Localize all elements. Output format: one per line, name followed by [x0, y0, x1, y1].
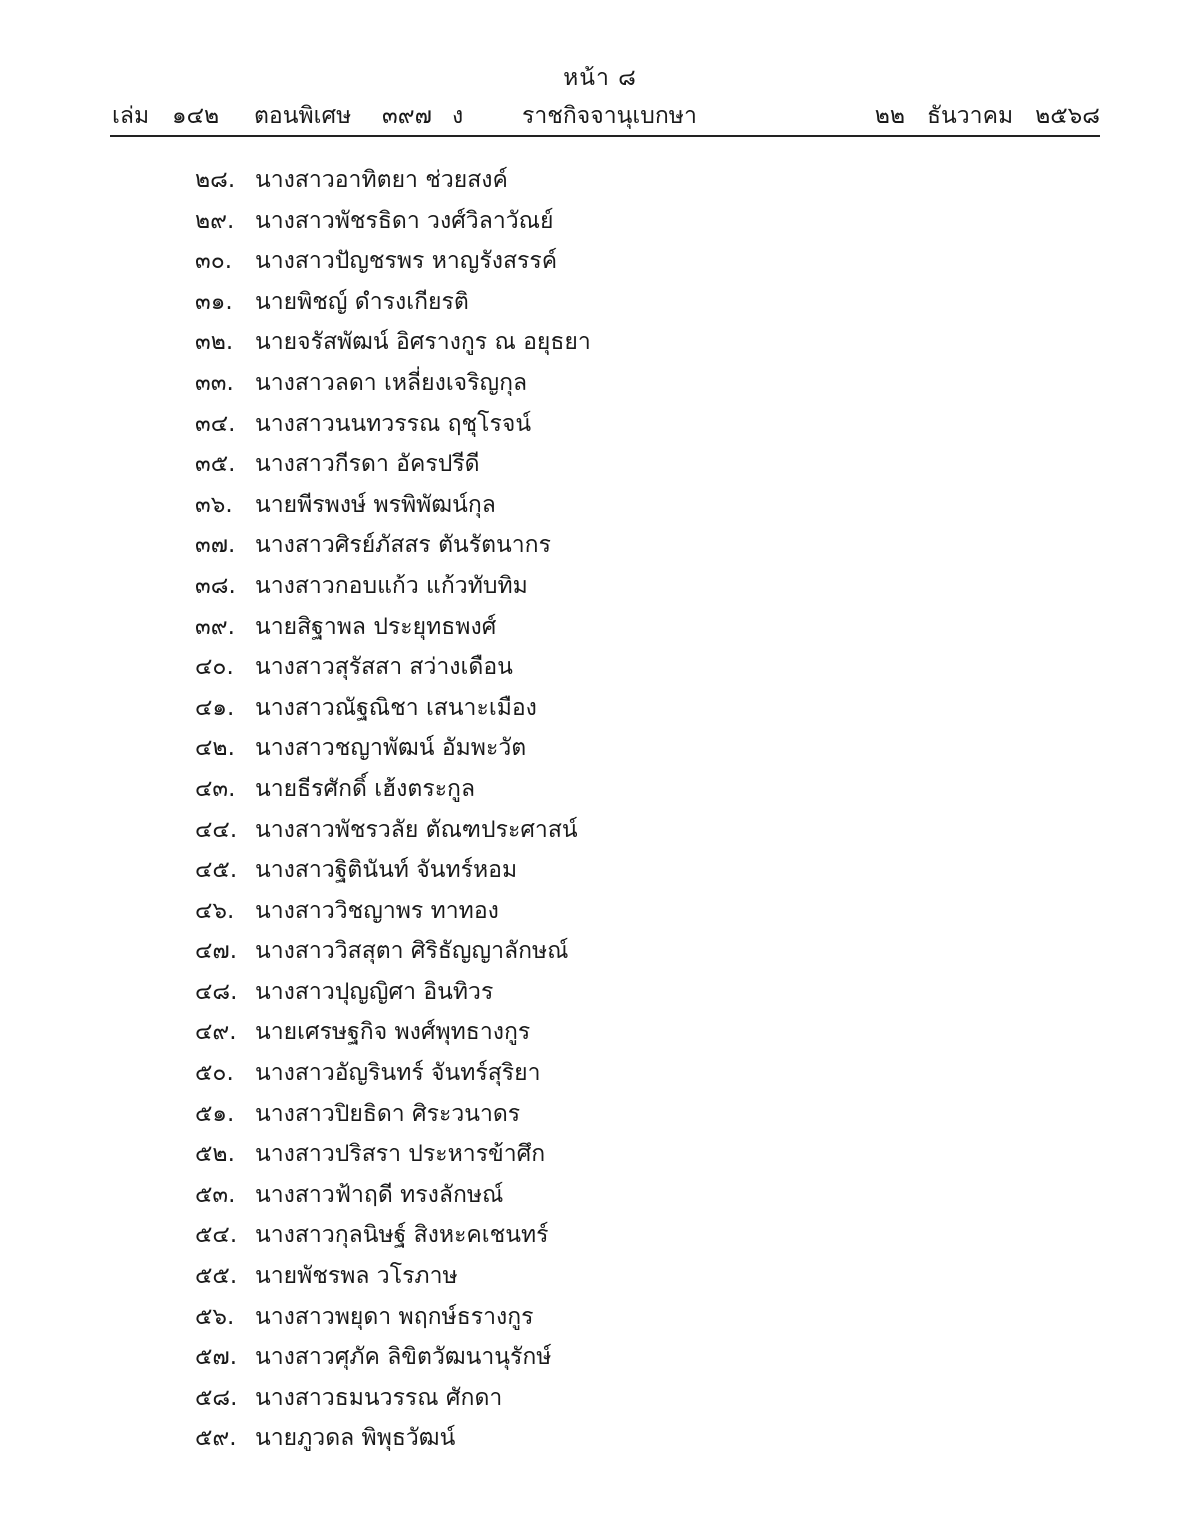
list-item [195, 1136, 591, 1177]
date-day: ๒๒ [874, 103, 906, 129]
entry-name: นางสาวฐิตินันท์ จันทร์หอม [255, 857, 518, 884]
list-item [195, 690, 591, 731]
entry-number: ๓๔. [195, 410, 236, 437]
list-item [195, 1339, 591, 1380]
list-item [195, 649, 591, 690]
entry-name: นางสาวปิยธิดา ศิระวนาดร [255, 1100, 521, 1127]
page-number: หน้า ๘ [563, 65, 637, 91]
date-year: ๒๕๖๘ [1035, 103, 1100, 129]
publication-date [875, 98, 1100, 134]
list-item [195, 974, 591, 1015]
entry-number: ๕๓. [195, 1181, 236, 1208]
entry-number: ๕๔. [195, 1222, 238, 1249]
entry-name: นางสาวณัฐณิชา เสนาะเมือง [255, 694, 537, 721]
entry-number: ๓๗. [195, 532, 236, 559]
list-item [195, 1380, 591, 1421]
entry-name: นางสาวกุลนิษฐ์ สิงหะคเชนทร์ [255, 1222, 549, 1249]
list-item [195, 162, 591, 203]
list-item [195, 1014, 591, 1055]
list-item [195, 527, 591, 568]
list-item [195, 365, 591, 406]
header-divider [110, 135, 1100, 137]
entry-name: นางสาวปริสรา ประหารข้าศึก [255, 1141, 546, 1168]
entry-name: นางสาววิชญาพร ทาทอง [255, 897, 499, 924]
entry-number: ๕๙. [195, 1425, 237, 1452]
list-item [195, 1258, 591, 1299]
entry-number: ๕๐. [195, 1060, 234, 1087]
entry-number: ๒๘. [195, 167, 236, 193]
entry-name: นางสาวปัญชรพร หาญรังสรรค์ [255, 248, 558, 275]
entry-name: นายเศรษฐกิจ พงศ์พุทธางกูร [255, 1019, 531, 1046]
gazette-name: ราชกิจจานุเบกษา [522, 103, 697, 129]
name-list [195, 162, 591, 1461]
entry-number: ๓๘. [195, 572, 236, 599]
entry-number: ๒๙. [195, 207, 235, 234]
entry-name: นางสาวศุภัค ลิขิตวัฒนานุรักษ์ [255, 1344, 552, 1371]
gazette-header [112, 98, 1100, 130]
entry-name: นางสาวอัญรินทร์ จันทร์สุริยา [255, 1060, 541, 1087]
list-item [195, 852, 591, 893]
list-item [195, 1055, 591, 1096]
list-item [195, 730, 591, 771]
entry-name: นางสาววิสสุตา ศิริธัญญาลักษณ์ [255, 938, 569, 965]
entry-name: นางสาวสุรัสสา สว่างเดือน [255, 654, 513, 681]
entry-name: นายพีรพงษ์ พรพิพัฒน์กุล [255, 491, 496, 518]
list-item [195, 203, 591, 244]
entry-number: ๔๘. [195, 978, 238, 1005]
entry-name: นางสาวพยุดา พฤกษ์ธรางกูร [255, 1303, 534, 1330]
entry-number: ๔๕. [195, 857, 238, 884]
volume-label: เล่ม [112, 103, 150, 129]
list-item [195, 1096, 591, 1137]
list-item [195, 487, 591, 528]
entry-number: ๔๑. [195, 694, 235, 721]
entry-number: ๓๖. [195, 491, 233, 518]
list-item [195, 324, 591, 365]
entry-number: ๕๖. [195, 1303, 235, 1330]
entry-name: นางสาวกอบแก้ว แก้วทับทิม [255, 572, 528, 599]
entry-number: ๕๒. [195, 1141, 235, 1168]
entry-name: นางสาวนนทวรรณ ฤชุโรจน์ [255, 410, 532, 437]
entry-number: ๔๗. [195, 938, 238, 965]
entry-number: ๓๐. [195, 248, 233, 275]
entry-number: ๔๔. [195, 816, 238, 843]
list-item [195, 609, 591, 650]
entry-number: ๕๑. [195, 1100, 235, 1127]
list-item [195, 406, 591, 447]
entry-number: ๔๖. [195, 897, 235, 924]
entry-number: ๓๒. [195, 329, 234, 356]
entry-name: นางสาวศิรย์ภัสสร ตันรัตนากร [255, 532, 551, 559]
entry-number: ๔๐. [195, 654, 234, 681]
entry-name: นางสาวธมนวรรณ ศักดา [255, 1384, 503, 1411]
entry-number: ๓๑. [195, 288, 233, 315]
section-letter: ง [452, 103, 464, 129]
entry-name: นางสาวพัชรธิดา วงศ์วิลาวัณย์ [255, 207, 554, 234]
entry-number: ๓๓. [195, 369, 234, 396]
list-item [195, 1177, 591, 1218]
list-item [195, 284, 591, 325]
list-item [195, 568, 591, 609]
entry-name: นางสาวปุญญิศา อินทิวร [255, 978, 494, 1005]
list-item [195, 933, 591, 974]
entry-name: นายธีรศักดิ์ เฮ้งตระกูล [255, 775, 476, 802]
entry-number: ๔๓. [195, 775, 236, 802]
entry-number: ๕๘. [195, 1384, 238, 1411]
entry-number: ๔๒. [195, 735, 235, 762]
entry-name: นายจรัสพัฒน์ อิศรางกูร ณ อยุธยา [255, 329, 591, 356]
entry-name: นางสาวฟ้าฤดี ทรงลักษณ์ [255, 1181, 504, 1208]
entry-name: นายพิชญ์ ดำรงเกียรติ [255, 288, 469, 315]
list-item [195, 771, 591, 812]
volume-number: ๑๔๒ [172, 103, 220, 129]
list-item [195, 893, 591, 934]
entry-number: ๓๕. [195, 451, 236, 478]
entry-name: นายพัชรพล วโรภาษ [255, 1263, 458, 1290]
entry-name: นายสิฐาพล ประยุทธพงศ์ [255, 613, 497, 640]
entry-name: นางสาวกีรดา อัครปรีดี [255, 451, 480, 478]
date-month: ธันวาคม [927, 103, 1014, 129]
list-item [195, 1217, 591, 1258]
issue-label: ตอนพิเศษ [254, 103, 352, 129]
entry-name: นางสาวอาทิตยา ช่วยสงค์ [255, 167, 508, 193]
entry-number: ๔๙. [195, 1019, 237, 1046]
entry-number: ๕๕. [195, 1263, 238, 1290]
list-item [195, 243, 591, 284]
list-item [195, 1420, 591, 1461]
list-item [195, 1299, 591, 1340]
list-item [195, 446, 591, 487]
entry-number: ๕๗. [195, 1344, 238, 1371]
entry-name: นางสาวชญาพัฒน์ อัมพะวัต [255, 735, 527, 762]
entry-name: นางสาวลดา เหลี่ยงเจริญกุล [255, 369, 528, 396]
issue-number: ๓๙๗ [382, 103, 432, 129]
entry-name: นางสาวพัชรวลัย ตัณฑประศาสน์ [255, 816, 578, 843]
entry-number: ๓๙. [195, 613, 235, 640]
entry-name: นายภูวดล พิพุธวัฒน์ [255, 1425, 456, 1452]
list-item [195, 812, 591, 853]
